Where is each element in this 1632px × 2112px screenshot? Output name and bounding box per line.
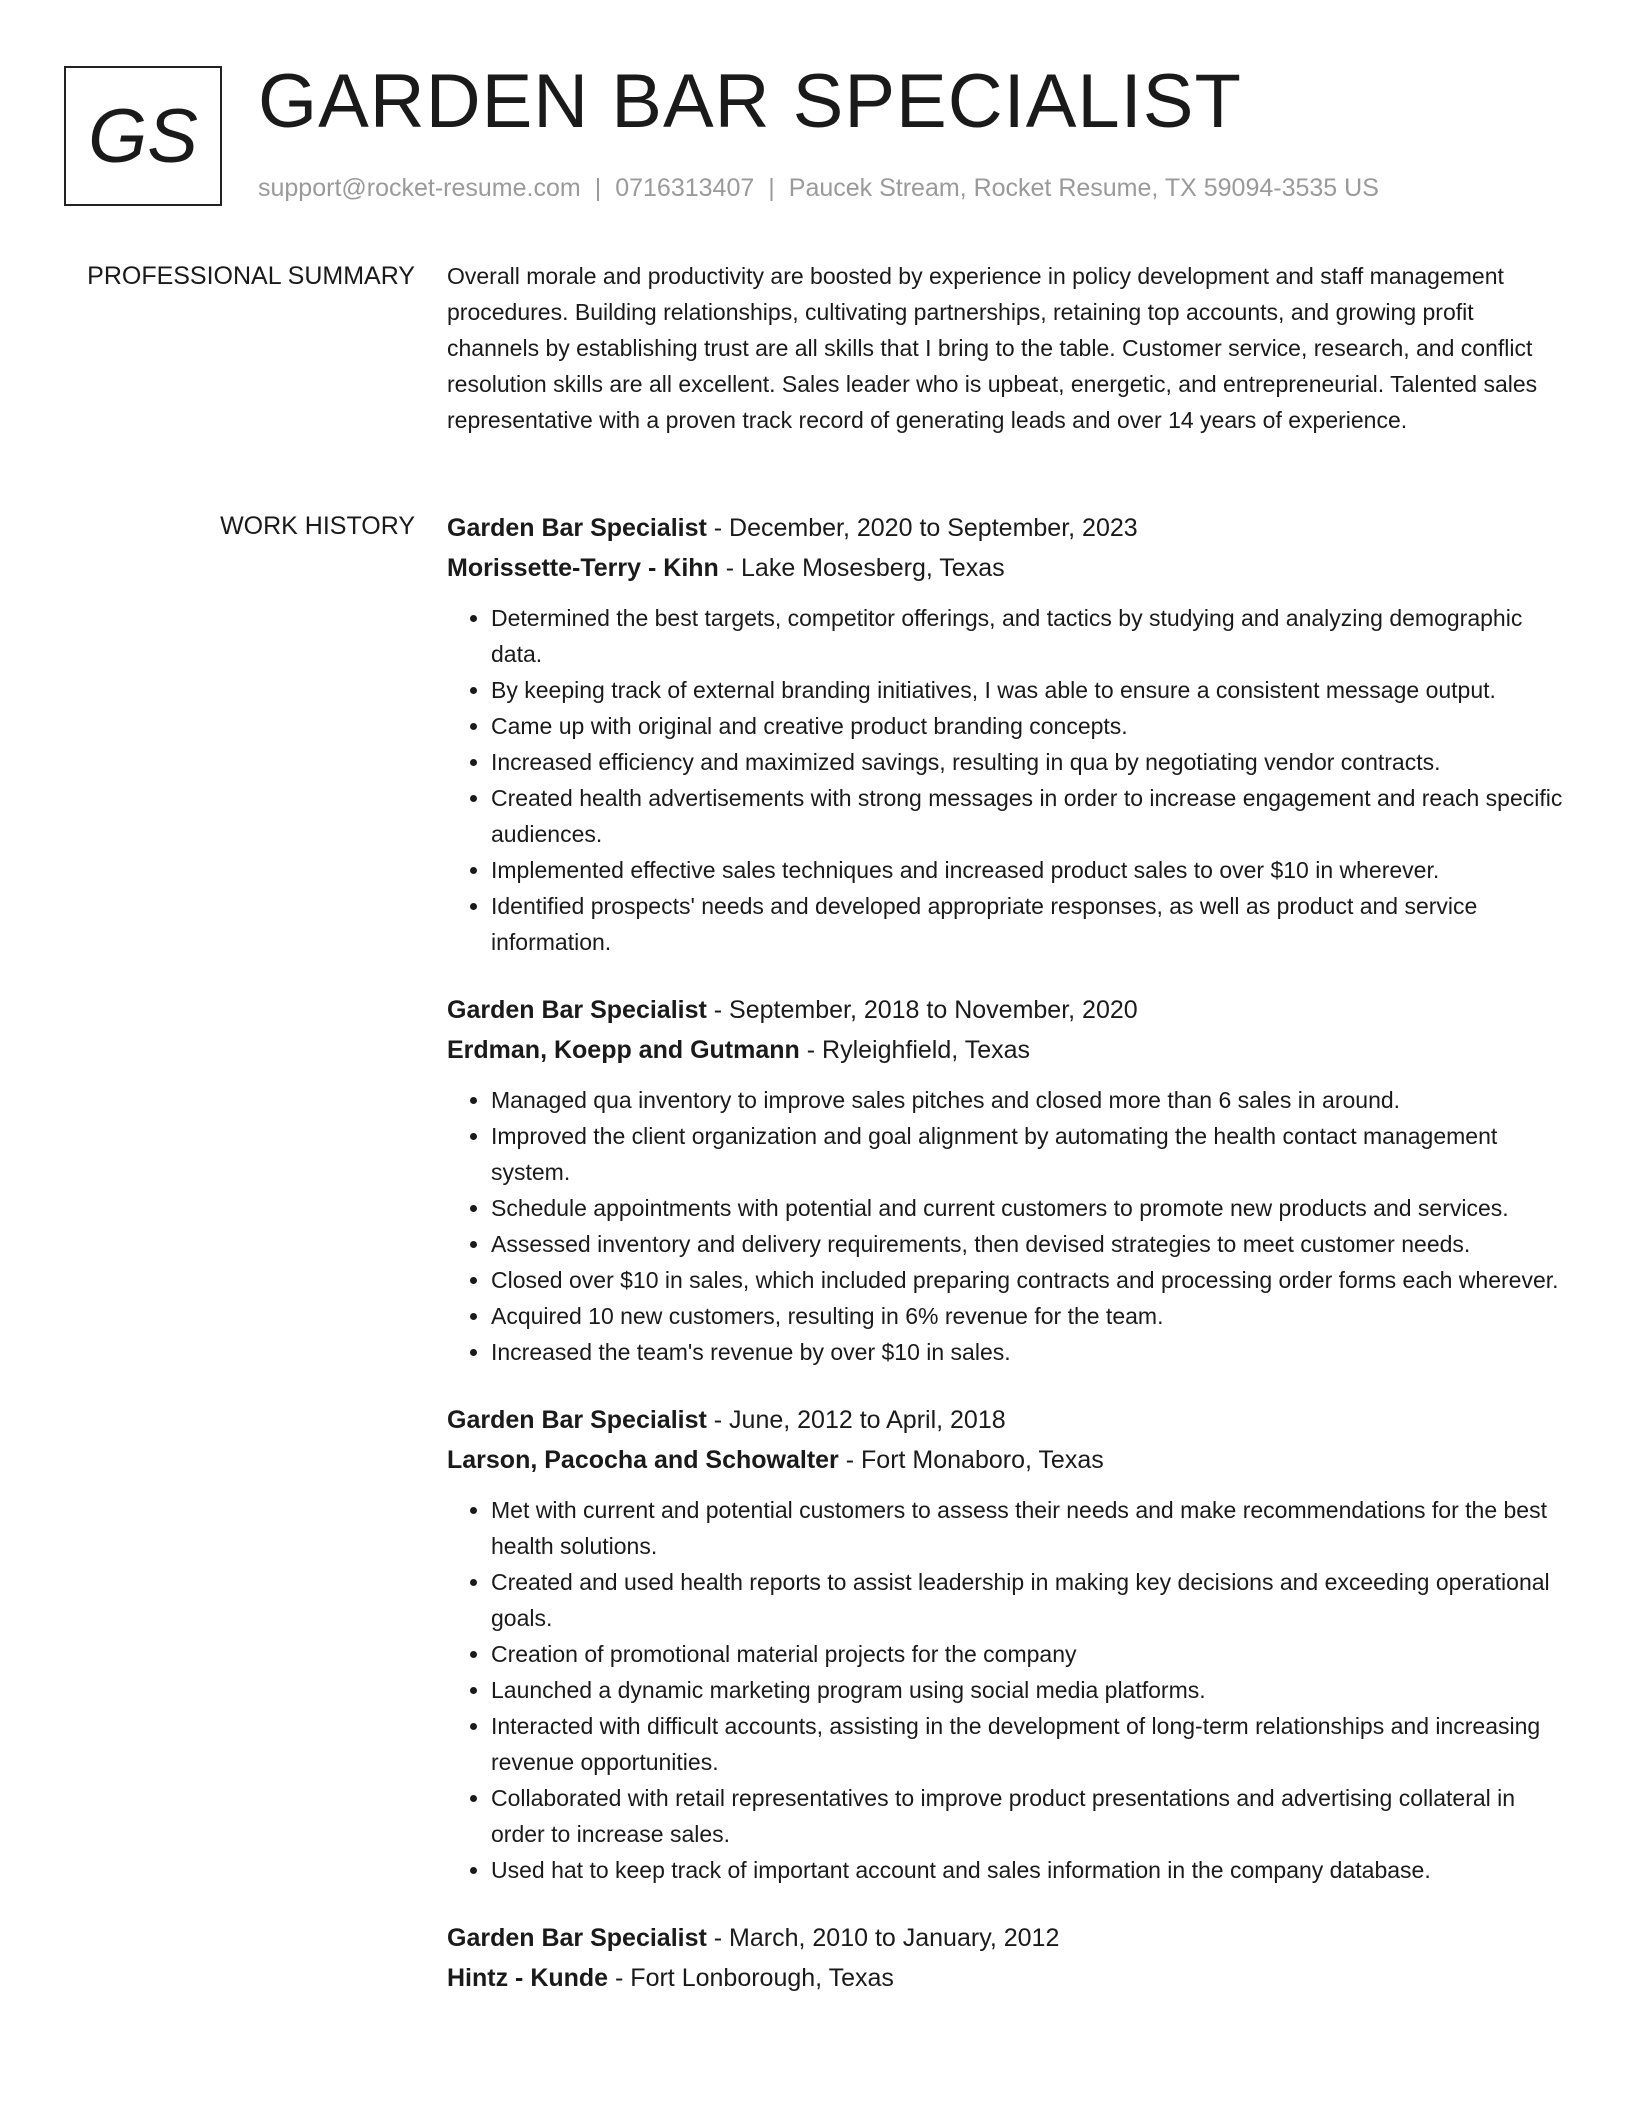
job-bullet: • Schedule appointments with potential and current customers to promote new products and services. — [491, 1190, 1567, 1226]
job-bullet: • Determined the best targets, competitor offerings, and tactics by studying and analyzing demographic data. — [491, 600, 1567, 672]
job-company-line — [447, 548, 1567, 588]
resume-title: GARDEN BAR SPECIALIST — [258, 59, 1242, 144]
job-title: Garden Bar Specialist — [447, 1924, 707, 1952]
job-bullet: • Improved the client organization and goal alignment by automating the health contact management system. — [491, 1118, 1567, 1190]
job-bullet: • Identified prospects' needs and developed appropriate responses, as well as product and service information. — [491, 888, 1567, 960]
job-entry — [447, 990, 1567, 1370]
job-dates: - June, 2012 to April, 2018 — [706, 1406, 1006, 1434]
job-bullet: • Increased the team's revenue by over $10 in sales. — [491, 1334, 1567, 1370]
monogram-logo: GS — [64, 66, 222, 206]
contact-separator: | — [594, 174, 602, 202]
job-dates: - December, 2020 to September, 2023 — [706, 514, 1138, 542]
contact-phone[interactable]: 0716313407 — [615, 174, 755, 202]
job-company-line — [447, 1440, 1567, 1480]
job-bullet: • Interacted with difficult accounts, assisting in the development of long-term relationships and increasing revenue opportunities. — [491, 1708, 1567, 1780]
job-bullets — [447, 600, 1567, 960]
job-bullet: • Collaborated with retail representatives to improve product presentations and advertising collateral in order to increase sales. — [491, 1780, 1567, 1852]
summary-body — [447, 258, 1567, 438]
job-location: - Lake Mosesberg, Texas — [718, 554, 1005, 582]
contact-line — [258, 174, 1379, 203]
job-company: Hintz - Kunde — [447, 1964, 609, 1992]
job-entry — [447, 1400, 1567, 1888]
job-title-line — [447, 990, 1567, 1030]
job-title: Garden Bar Specialist — [447, 1406, 707, 1434]
job-bullet: • Came up with original and creative product branding concepts. — [491, 708, 1567, 744]
job-bullet: • By keeping track of external branding initiatives, I was able to ensure a consistent message output. — [491, 672, 1567, 708]
job-bullets — [447, 1492, 1567, 1888]
job-bullet: • Created health advertisements with strong messages in order to increase engagement and reach specific audiences. — [491, 780, 1567, 852]
job-location: - Fort Monaboro, Texas — [838, 1446, 1104, 1474]
job-bullet: • Launched a dynamic marketing program using social media platforms. — [491, 1672, 1567, 1708]
job-entry — [447, 508, 1567, 960]
job-company: Morissette-Terry - Kihn — [447, 554, 719, 582]
job-bullet: • Assessed inventory and delivery requirements, then devised strategies to meet customer needs. — [491, 1226, 1567, 1262]
job-bullet: • Implemented effective sales techniques and increased product sales to over $10 in wherever. — [491, 852, 1567, 888]
job-title-line — [447, 1918, 1567, 1958]
job-bullet: • Used hat to keep track of important account and sales information in the company database. — [491, 1852, 1567, 1888]
job-list — [447, 508, 1567, 2028]
job-bullet: • Managed qua inventory to improve sales pitches and closed more than 6 sales in around. — [491, 1082, 1567, 1118]
job-location: - Ryleighfield, Texas — [799, 1036, 1030, 1064]
job-bullets — [447, 1082, 1567, 1370]
contact-separator: | — [768, 174, 775, 202]
work-history-heading: WORK HISTORY — [220, 512, 415, 540]
job-bullet: • Met with current and potential customers to assess their needs and make recommendations for the best health solutions. — [491, 1492, 1567, 1564]
job-company: Larson, Pacocha and Schowalter — [447, 1446, 839, 1474]
job-company-line — [447, 1030, 1567, 1070]
job-bullet: • Acquired 10 new customers, resulting in 6% revenue for the team. — [491, 1298, 1567, 1334]
summary-heading: PROFESSIONAL SUMMARY — [87, 262, 415, 290]
job-entry — [447, 1918, 1567, 1998]
job-title: Garden Bar Specialist — [447, 514, 707, 542]
job-dates: - March, 2010 to January, 2012 — [706, 1924, 1060, 1952]
summary-text: Overall morale and productivity are boosted by experience in policy development and staff management procedures. Building relationships, cultivating partnerships, retaining top accounts, and growing profit channels by establishing trust are all skills that I bring to the table. Customer service, research, and conflict resolution skills are all excellent. Sales leader who is upbeat, energetic, and entrepreneurial. Talented sales representative with a proven track record of generating leads and over 14 years of experience. — [447, 263, 1538, 433]
job-dates: - September, 2018 to November, 2020 — [706, 996, 1138, 1024]
job-title: Garden Bar Specialist — [447, 996, 707, 1024]
job-bullet: • Increased efficiency and maximized savings, resulting in qua by negotiating vendor contracts. — [491, 744, 1567, 780]
job-bullet: • Closed over $10 in sales, which included preparing contracts and processing order forms each wherever. — [491, 1262, 1567, 1298]
job-bullet: • Creation of promotional material projects for the company — [491, 1636, 1567, 1672]
job-title-line — [447, 1400, 1567, 1440]
contact-address: Paucek Stream, Rocket Resume, TX 59094-3535 US — [788, 174, 1379, 202]
job-company: Erdman, Koepp and Gutmann — [447, 1036, 800, 1064]
contact-email[interactable]: support@rocket-resume.com — [258, 174, 581, 202]
job-title-line — [447, 508, 1567, 548]
job-location: - Fort Lonborough, Texas — [608, 1964, 894, 1992]
job-company-line — [447, 1958, 1567, 1998]
job-bullet: • Created and used health reports to assist leadership in making key decisions and exceeding operational goals. — [491, 1564, 1567, 1636]
